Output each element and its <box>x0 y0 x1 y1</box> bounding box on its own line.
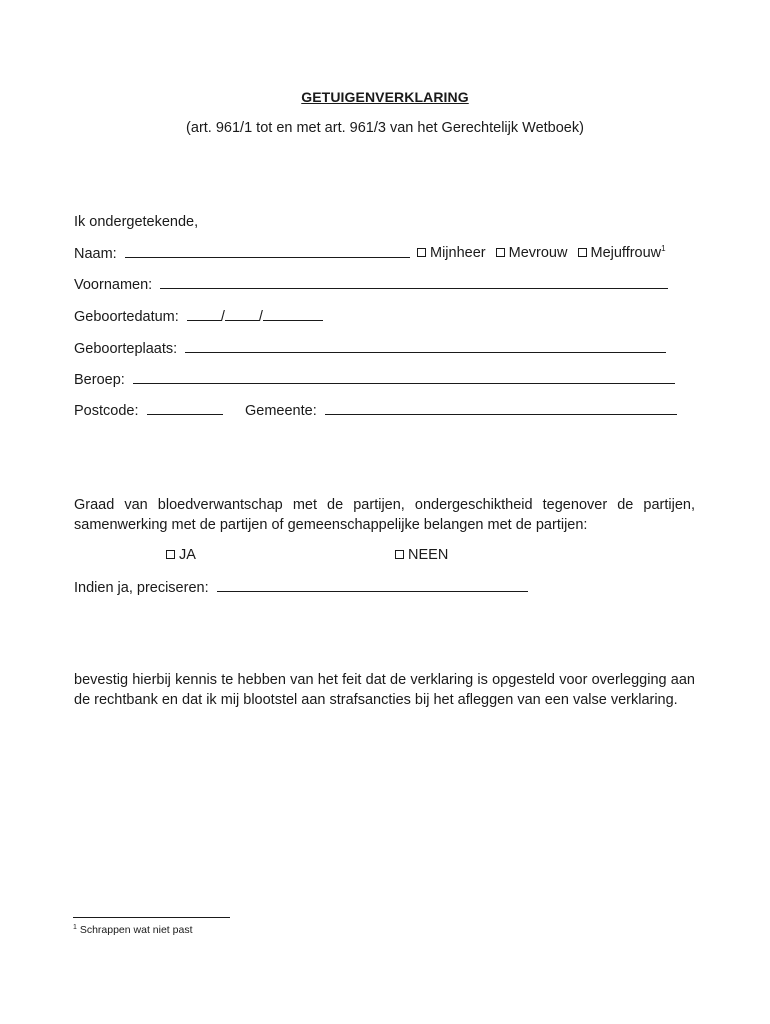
postcode-label: Postcode: <box>74 403 139 419</box>
specify-label: Indien ja, preciseren: <box>74 580 209 596</box>
option-ja <box>166 546 196 564</box>
naam-field[interactable] <box>125 244 410 258</box>
gemeente-field[interactable] <box>325 401 677 415</box>
neen-checkbox[interactable] <box>395 550 404 559</box>
footnote-separator <box>73 917 230 918</box>
geboortedatum-row <box>74 307 323 326</box>
naam-row <box>74 244 410 263</box>
beroep-label: Beroep: <box>74 372 125 388</box>
postcode-field[interactable] <box>147 401 223 415</box>
mijnheer-label: Mijnheer <box>430 245 486 261</box>
document-title: GETUIGENVERKLARING <box>301 89 469 105</box>
postcode-row <box>74 401 223 420</box>
date-separator: / <box>220 309 225 325</box>
mejuffrouw-checkbox[interactable] <box>578 248 587 257</box>
footnote <box>73 921 192 939</box>
mijnheer-checkbox[interactable] <box>417 248 426 257</box>
salutation-group <box>417 244 666 262</box>
geboorteplaats-label: Geboorteplaats: <box>74 341 178 357</box>
mevrouw-checkbox[interactable] <box>496 248 505 257</box>
document-subtitle: (art. 961/1 tot en met art. 961/3 van het Gerechtelijk Wetboek) <box>186 120 584 136</box>
gemeente-row <box>245 401 677 420</box>
specify-field[interactable] <box>217 578 528 592</box>
birth-month-field[interactable] <box>225 307 259 321</box>
mevrouw-label: Mevrouw <box>508 245 568 261</box>
intro-text: Ik ondergetekende, <box>74 214 199 230</box>
footnote-text: Schrappen wat niet past <box>79 924 193 936</box>
geboorteplaats-row <box>74 339 666 358</box>
option-neen <box>395 546 448 564</box>
beroep-row <box>74 370 675 389</box>
footnote-number: 1 <box>73 924 77 931</box>
date-separator: / <box>258 309 263 325</box>
gemeente-label: Gemeente: <box>245 403 317 419</box>
footnote-reference: 1 <box>661 244 666 253</box>
declaration-text: bevestig hierbij kennis te hebben van het feit dat de verklaring is opgesteld voor overlegging aan de rechtbank en dat ik mij blootstel aan strafsancties bij het afleggen van een valse verklaring. <box>74 672 695 708</box>
ja-label: JA <box>179 547 196 563</box>
relation-question: Graad van bloedverwantschap met de partijen, ondergeschiktheid tegenover de partijen, samenwerking met de partijen of gemeenschappelijke belangen met de partijen: <box>74 497 695 533</box>
mejuffrouw-label: Mejuffrouw <box>590 245 662 261</box>
voornamen-label: Voornamen: <box>74 277 153 293</box>
neen-label: NEEN <box>408 547 449 563</box>
birth-day-field[interactable] <box>187 307 221 321</box>
ja-checkbox[interactable] <box>166 550 175 559</box>
birth-year-field[interactable] <box>263 307 323 321</box>
voornamen-row <box>74 275 668 294</box>
specify-row <box>74 578 528 597</box>
naam-label: Naam: <box>74 246 117 262</box>
beroep-field[interactable] <box>133 370 675 384</box>
geboortedatum-label: Geboortedatum: <box>74 309 179 325</box>
geboorteplaats-field[interactable] <box>185 339 666 353</box>
voornamen-field[interactable] <box>160 275 668 289</box>
